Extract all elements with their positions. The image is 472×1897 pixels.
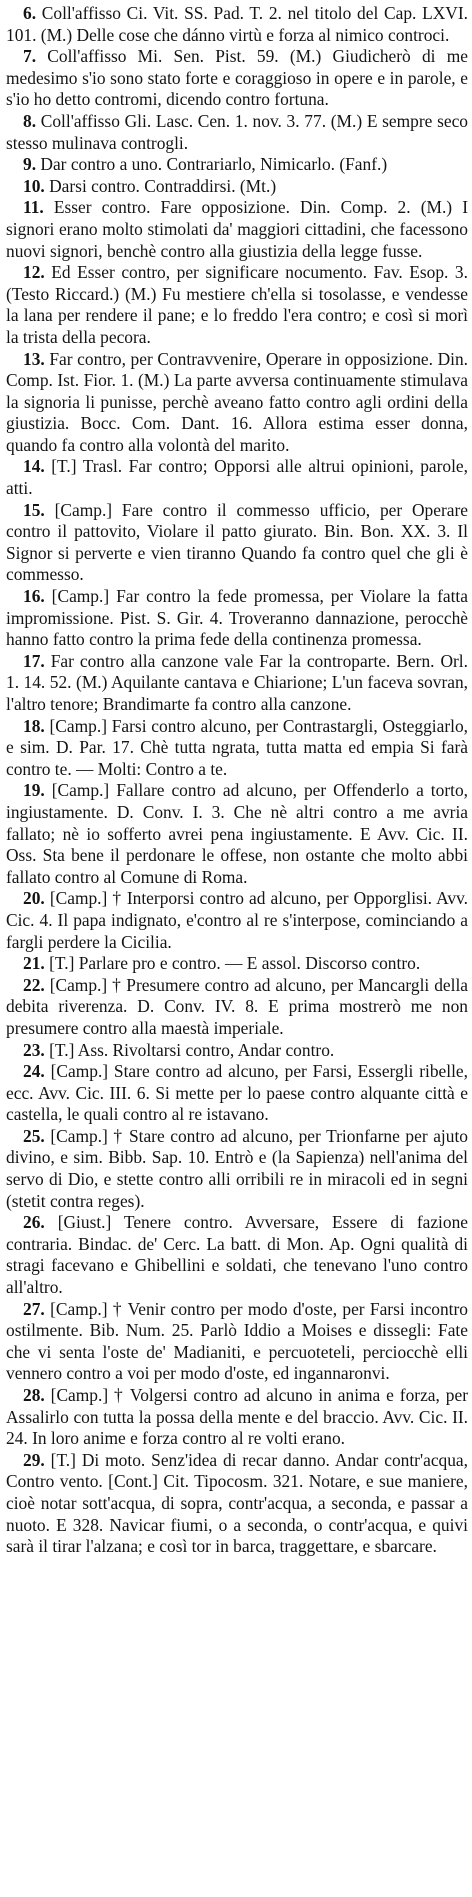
sense-paragraph-28 bbox=[6, 1385, 468, 1450]
sense-number: 18. bbox=[23, 715, 45, 736]
sense-paragraph-27 bbox=[6, 1299, 468, 1385]
sense-paragraph-26 bbox=[6, 1212, 468, 1298]
sense-number: 21. bbox=[23, 953, 45, 974]
sense-number: 7. bbox=[23, 46, 37, 67]
sense-paragraph-15 bbox=[6, 500, 468, 586]
sense-paragraph-29 bbox=[6, 1450, 468, 1558]
sense-paragraph-14 bbox=[6, 456, 468, 499]
sense-number: 11. bbox=[23, 197, 44, 218]
sense-text: [Camp.] Farsi contro alcuno, per Contrastargli, Osteggiarlo, e sim. D. Par. 17. Chè tutta ngrata, tutta matta ed empia Si farà contro te. — Molti: Contro a te. bbox=[6, 715, 468, 779]
sense-paragraph-24 bbox=[6, 1061, 468, 1126]
sense-number: 19. bbox=[23, 780, 45, 801]
sense-paragraph-6 bbox=[6, 3, 468, 46]
sense-number: 29. bbox=[23, 1449, 45, 1470]
dictionary-entry-body bbox=[6, 3, 468, 1558]
sense-paragraph-22 bbox=[6, 975, 468, 1040]
sense-number: 14. bbox=[23, 456, 45, 477]
sense-number: 12. bbox=[23, 262, 45, 283]
sense-text: Coll'affisso Mi. Sen. Pist. 59. (M.) Giudicherò di me medesimo s'io sono stato forte e coraggioso in opere e in parole, e s'io ho detto contromi, dicendo contro fortuna. bbox=[6, 46, 468, 110]
sense-text: [T.] Parlare pro e contro. — E assol. Discorso contro. bbox=[49, 953, 421, 974]
sense-text: Coll'affisso Ci. Vit. SS. Pad. T. 2. nel titolo del Cap. LXVI. 101. (M.) Delle cose che dánno virtù e forza al nimico controci. bbox=[6, 3, 469, 45]
sense-text: [T.] Trasl. Far contro; Opporsi alle altrui opinioni, parole, atti. bbox=[6, 456, 468, 499]
sense-paragraph-10 bbox=[6, 176, 468, 198]
sense-number: 13. bbox=[23, 348, 45, 369]
sense-text: Ed Esser contro, per significare nocumento. Fav. Esop. 3. (Testo Riccard.) (M.) Fu mestiere ch'ella si tosolasse, e vendesse la lana per rendere il pane; e lo freddo l'era contro; e così si morì la trista della pecora. bbox=[6, 262, 468, 347]
sense-text: [Camp.] Stare contro ad alcuno, per Farsi, Essergli ribelle, ecc. Avv. Cic. III. 6. Si mette per lo paese contro alquante città e castella, le quali contro al re istavano. bbox=[6, 1061, 468, 1125]
sense-number: 27. bbox=[23, 1298, 45, 1319]
sense-number: 17. bbox=[23, 650, 45, 671]
sense-number: 24. bbox=[23, 1061, 45, 1082]
sense-number: 28. bbox=[23, 1385, 45, 1405]
sense-text: [Camp.] † Presumere contro ad alcuno, per Mancargli della debita riverenza. D. Conv. IV. 8. E prima mostrerò me non presumere contro alla maestà imperiale. bbox=[6, 974, 468, 1038]
sense-text: [Camp.] † Stare contro ad alcuno, per Trionfarne per ajuto divino, e sim. Bibb. Sap. 10. Entrò e (la Sapienza) nell'anima del servo di Dio, e stette contro alli orribili re in miracoli ed in segni (stetit contra reges). bbox=[6, 1125, 468, 1211]
sense-number: 15. bbox=[23, 499, 45, 520]
sense-paragraph-21 bbox=[6, 953, 468, 975]
sense-paragraph-13 bbox=[6, 349, 468, 457]
sense-number: 26. bbox=[23, 1212, 45, 1233]
sense-paragraph-17 bbox=[6, 651, 468, 716]
sense-paragraph-7 bbox=[6, 46, 468, 111]
sense-text: Far contro, per Contravvenire, Operare in opposizione. Din. Comp. Ist. Fior. 1. (M.) La parte avversa continuamente stimulava la signoria li punisse, perchè aveano fatto contro agli ordini della giustizia. Bocc. Com. Dant. 16. Allora estima esser donna, quando fa contro alla volontà del marito. bbox=[6, 348, 468, 455]
sense-number: 22. bbox=[23, 974, 45, 995]
sense-number: 9. bbox=[23, 154, 37, 175]
sense-paragraph-18 bbox=[6, 716, 468, 781]
sense-text: [Camp.] † Interporsi contro ad alcuno, per Opporglisi. Avv. Cic. 4. Il papa indignato, e'contro al re s'interpose, cominciando a fargli perdere la Cicilia. bbox=[6, 888, 468, 952]
sense-number: 23. bbox=[23, 1039, 45, 1060]
sense-number: 16. bbox=[23, 586, 45, 607]
sense-text: [Giust.] Tenere contro. Avversare, Essere di fazione contraria. Bindac. de' Cerc. La batt. di Mon. Ap. Ogni qualità di stragi facevano e Ghibellini e soldati, che tenevano l'uno contro all'altro. bbox=[6, 1212, 468, 1298]
sense-paragraph-19 bbox=[6, 780, 468, 888]
sense-paragraph-11 bbox=[6, 197, 468, 262]
sense-paragraph-25 bbox=[6, 1126, 468, 1212]
sense-text: [Camp.] † Venir contro per modo d'oste, per Farsi incontro ostilmente. Bib. Num. 25. Parlò Iddio a Moises e dissegli: Fate che vi senta l'oste de' Madianiti, e percuoteteli, perciocchè elli vennero contro a voi per modo d'oste, ed ingannaronvi. bbox=[6, 1298, 468, 1384]
sense-text: Coll'affisso Gli. Lasc. Cen. 1. nov. 3. 77. (M.) E sempre seco stesso mulinava controgli. bbox=[6, 110, 468, 153]
sense-text: [Camp.] † Volgersi contro ad alcuno in anima e forza, per Assalirlo con tutta la possa della mente e del braccio. Avv. Cic. II. 24. In loro anime e forza contro al re volti erano. bbox=[6, 1385, 468, 1449]
sense-text: Esser contro. Fare opposizione. Din. Comp. 2. (M.) I signori erano molto stimolati da' maggiori cittadini, che facessono nuovi signori, benchè contro alla giustizia della legge fusse. bbox=[6, 197, 468, 261]
sense-number: 10. bbox=[23, 175, 45, 196]
sense-text: [T.] Di moto. Senz'idea di recar danno. Andar contr'acqua, Contro vento. [Cont.] Cit. Tipocosm. 321. Notare, e sue maniere, cioè notar sott'acqua, di sopra, contr'acqua, a seconda, e passar a nuoto. E 328. Navicar fiumi, o a seconda, o contr'acqua, e quivi sarà il tirar l'alzana; e così tor in barca, traggettare, e sbarcare. bbox=[6, 1449, 468, 1557]
sense-number: 25. bbox=[23, 1125, 45, 1146]
sense-number: 8. bbox=[23, 110, 37, 131]
sense-text: Darsi contro. Contraddirsi. (Mt.) bbox=[49, 175, 277, 196]
sense-paragraph-9 bbox=[6, 154, 468, 176]
sense-text: [Camp.] Fallare contro ad alcuno, per Offenderlo a torto, ingiustamente. D. Conv. I. 3. Che nè altri contro a me avria fallato; nè io sofferto avrei pena ingiustamente. E Avv. Cic. II. Oss. Sta bene il perdonare le offese, non ostante che molto abbi fallato contro al Comune di Roma. bbox=[6, 780, 468, 887]
sense-number: 6. bbox=[23, 3, 37, 23]
sense-text: [Camp.] Fare contro il commesso ufficio, per Operare contro il pattovito, Violare il patto giurato. Bin. Bon. XX. 3. Il Signor si perverte e vien tiranno Quando fa contro quel che gli è commesso. bbox=[6, 499, 468, 585]
sense-text: Dar contro a uno. Contrariarlo, Nimicarlo. (Fanf.) bbox=[40, 154, 388, 175]
sense-paragraph-16 bbox=[6, 586, 468, 651]
sense-paragraph-8 bbox=[6, 111, 468, 154]
sense-text: Far contro alla canzone vale Far la controparte. Bern. Orl. 1. 14. 52. (M.) Aquilante cantava e Chiarione; L'un faceva sovran, l'altro tenore; Brandimarte fa contro alla canzone. bbox=[6, 650, 468, 714]
sense-paragraph-12 bbox=[6, 262, 468, 348]
sense-text: [T.] Ass. Rivoltarsi contro, Andar contro. bbox=[49, 1039, 335, 1060]
sense-paragraph-23 bbox=[6, 1040, 468, 1062]
sense-text: [Camp.] Far contro la fede promessa, per Violare la fatta impromissione. Pist. S. Gir. 4. Troveranno dannazione, perocchè hanno fatto contro la prima fede della continenza promessa. bbox=[6, 586, 468, 650]
sense-paragraph-20 bbox=[6, 888, 468, 953]
sense-number: 20. bbox=[23, 888, 45, 909]
